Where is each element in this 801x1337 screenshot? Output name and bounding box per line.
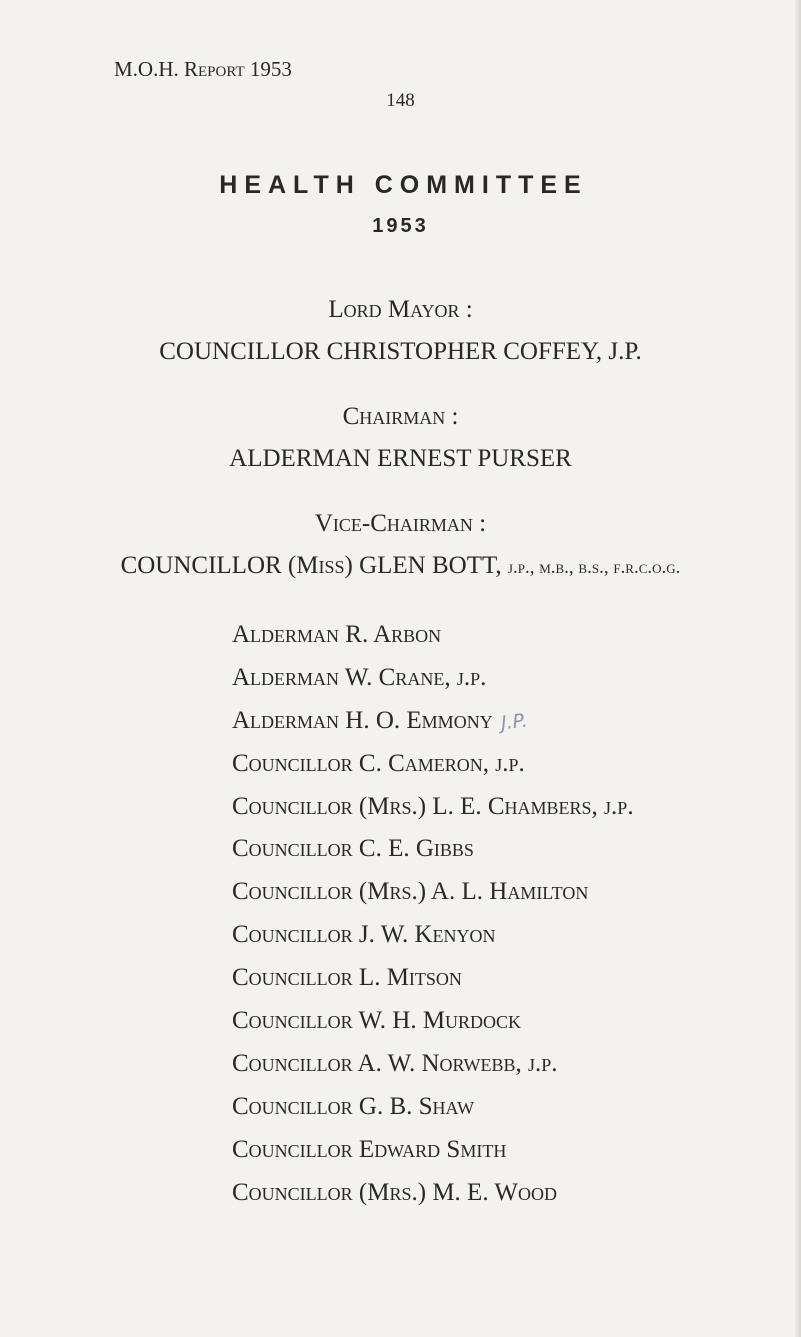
list-item [232,1135,634,1178]
members-list [232,620,634,1220]
list-item [232,663,634,706]
member-name: Councillor C. Cameron, j.p. [232,749,525,777]
report-header-text: M.O.H. Report 1953 [114,57,292,81]
vice-chairman-given-name: GLEN BOTT, [359,552,502,579]
list-item [232,792,634,835]
list-item [232,920,634,963]
list-item [232,620,634,663]
page-edge [795,0,801,1337]
lord-mayor-label: Lord Mayor : [328,296,473,323]
list-item [232,834,634,877]
member-name: Councillor W. H. Murdock [232,1007,522,1035]
chairman-name: ALDERMAN ERNEST PURSER [229,445,572,472]
list-item [232,1006,634,1049]
list-item [232,706,634,749]
list-item [232,877,634,920]
report-header [114,57,292,82]
list-item [232,749,634,792]
member-name: Alderman R. Arbon [232,621,442,648]
chairman-label: Chairman : [342,403,459,430]
member-name: Alderman H. O. Emmony [232,706,493,734]
handwritten-annotation: J.P. [499,709,529,735]
vice-chairman-qualifications: j.p., m.b., b.s., f.r.c.o.g. [507,557,681,578]
member-name: Councillor Edward Smith [232,1135,507,1163]
member-name: Councillor G. B. Shaw [232,1092,475,1120]
list-item [232,1178,634,1221]
member-name: Councillor (Mrs.) L. E. Chambers, j.p. [232,792,634,820]
lord-mayor-name: COUNCILLOR CHRISTOPHER COFFEY, J.P. [159,338,642,365]
member-name: Councillor J. W. Kenyon [232,921,496,949]
page-number: 148 [386,90,415,111]
list-item [232,963,634,1006]
member-name: Councillor C. E. Gibbs [232,835,474,863]
member-name: Councillor (Mrs.) A. L. Hamilton [232,878,589,906]
member-name: Councillor L. Mitson [232,964,462,992]
committee-year: 1953 [372,215,429,237]
member-name: Councillor A. W. Norwebb, j.p. [232,1049,558,1077]
list-item [232,1092,634,1135]
list-item [232,1049,634,1092]
vice-chairman-label: Vice-Chairman : [314,510,487,537]
vice-chairman-name [0,552,801,580]
vice-chairman-prefix: COUNCILLOR [120,552,282,579]
member-name: Alderman W. Crane, j.p. [232,663,487,691]
vice-chairman-title: (Miss) [287,552,353,579]
member-name: Councillor (Mrs.) M. E. Wood [232,1178,557,1206]
page-title: HEALTH COMMITTEE [219,171,588,199]
